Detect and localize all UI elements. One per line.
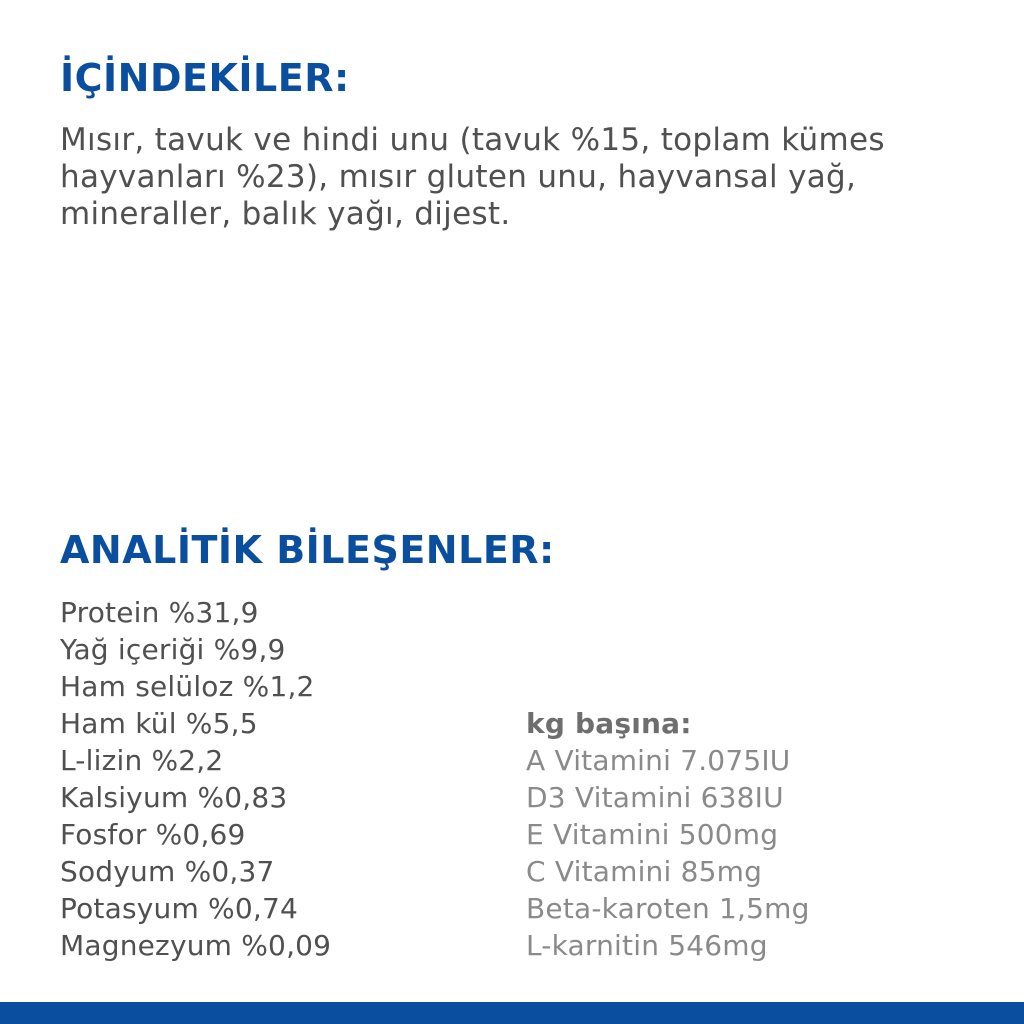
vitamin-item-e: E Vitamini 500mg	[526, 818, 779, 851]
analytic-item-phosphorus: Fosfor %0,69	[60, 818, 246, 851]
analytic-components-heading: ANALİTİK BİLEŞENLER:	[60, 528, 555, 572]
analytic-components-list	[60, 594, 331, 964]
vitamin-item-beta-carotene: Beta-karoten 1,5mg	[526, 892, 810, 925]
analytic-item-crude-ash: Ham kül %5,5	[60, 707, 258, 740]
ingredients-heading: İÇİNDEKİLER:	[60, 56, 350, 100]
analytic-item-l-lysine: L-lizin %2,2	[60, 744, 224, 777]
vitamin-item-a: A Vitamini 7.075IU	[526, 744, 791, 777]
analytic-item-protein: Protein %31,9	[60, 596, 259, 629]
vitamin-item-d3: D3 Vitamini 638IU	[526, 781, 784, 814]
bottom-bar	[0, 1002, 1024, 1024]
analytic-item-magnesium: Magnezyum %0,09	[60, 929, 332, 962]
per-kg-title: kg başına:	[526, 707, 692, 740]
analytic-item-sodium: Sodyum %0,37	[60, 855, 275, 888]
analytic-item-fat: Yağ içeriği %9,9	[60, 633, 286, 666]
analytic-item-potassium: Potasyum %0,74	[60, 892, 298, 925]
vitamin-item-c: C Vitamini 85mg	[526, 855, 763, 888]
per-kg-list	[526, 705, 810, 964]
analytic-item-crude-fibre: Ham selüloz %1,2	[60, 670, 315, 703]
vitamin-item-l-carnitine: L-karnitin 546mg	[526, 929, 768, 962]
ingredients-text: Mısır, tavuk ve hindi unu (tavuk %15, toplam kümes hayvanları %23), mısır gluten unu, hayvansal yağ, mineraller, balık yağı, dijest.	[60, 122, 885, 232]
analytic-item-calcium: Kalsiyum %0,83	[60, 781, 288, 814]
